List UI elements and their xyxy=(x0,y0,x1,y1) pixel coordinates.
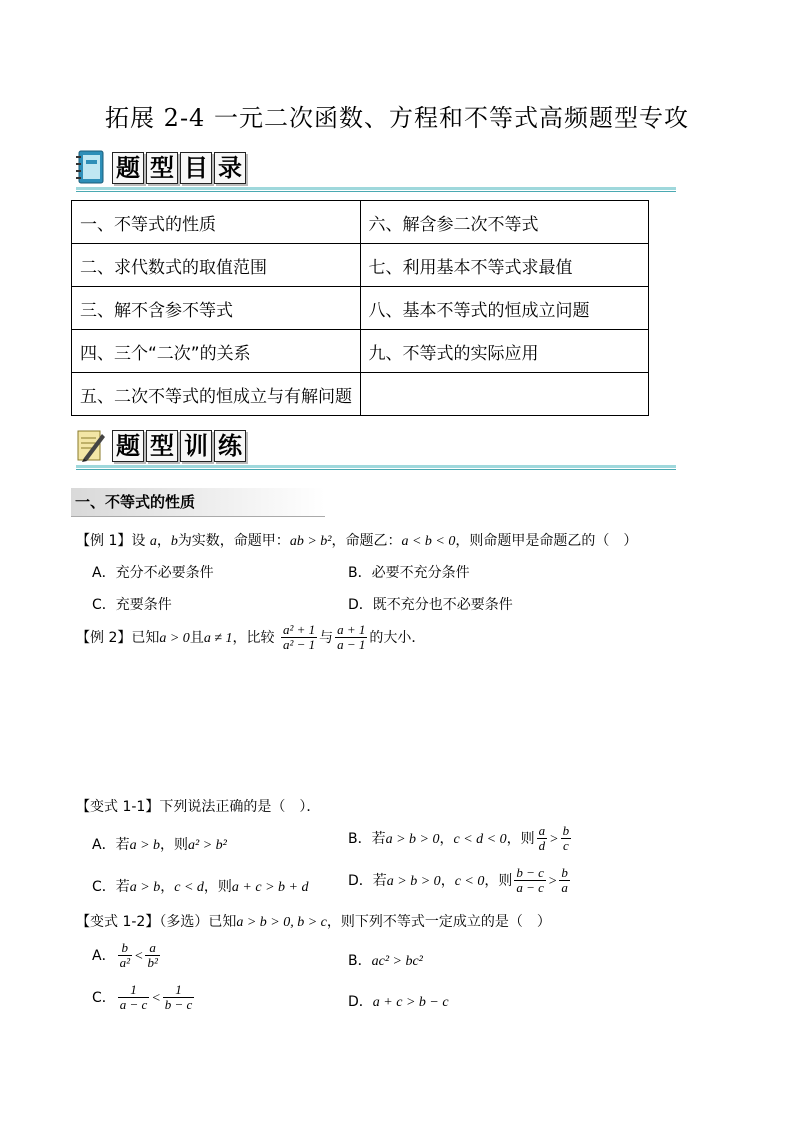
example-2-stem xyxy=(76,623,425,653)
example-1-stem xyxy=(76,530,637,550)
training-section-header xyxy=(76,428,676,470)
header-char: 型 xyxy=(146,152,178,184)
header-char: 训 xyxy=(180,430,212,462)
toc-item[interactable]: 四、三个“二次”的关系 xyxy=(72,330,361,373)
category-heading: 一、不等式的性质 xyxy=(71,488,325,517)
option-b[interactable]: B．ac² > bc² xyxy=(348,953,423,969)
variation-tag: 【变式 1-2】 xyxy=(76,914,160,930)
toc-table xyxy=(71,200,649,416)
table-row xyxy=(72,201,649,244)
variation-1-2-stem xyxy=(76,911,551,931)
option-b[interactable]: B．必要不充分条件 xyxy=(348,565,470,581)
pencil-note-icon xyxy=(76,428,106,462)
text: ，则下列不等式一定成立的是（ ） xyxy=(326,914,551,930)
math: b xyxy=(170,534,178,549)
variation-tag: 【变式 1-1】 xyxy=(76,799,160,815)
header-char: 题 xyxy=(112,152,144,184)
table-row xyxy=(72,287,649,330)
toc-item[interactable]: 一、不等式的性质 xyxy=(72,201,361,244)
math: a ≠ 1 xyxy=(203,630,233,646)
text: 的大小． xyxy=(369,629,426,646)
fraction: $\frac{\text{a² + 1}}{\text{a² − 1}}$ xyxy=(282,622,316,653)
text: ， xyxy=(156,533,171,549)
text: ，命题乙： xyxy=(331,533,402,549)
toc-item[interactable]: 七、利用基本不等式求最值 xyxy=(360,244,649,287)
toc-item[interactable]: 五、二次不等式的恒成立与有解问题 xyxy=(72,373,361,416)
text: 为实数，命题甲： xyxy=(177,533,290,549)
math: a > b > 0, b > c xyxy=(236,915,327,930)
toc-item[interactable]: 九、不等式的实际应用 xyxy=(360,330,649,373)
option-b[interactable]: B．若a > b > 0，c < d < 0，则 $\frac{a}{d}$ > $\frac{b}{c}$ xyxy=(348,823,570,854)
text: ，则命题甲是命题乙的（ ） xyxy=(455,533,638,549)
toc-item-empty xyxy=(360,373,649,416)
math: a < b < 0 xyxy=(401,534,456,549)
table-row xyxy=(72,330,649,373)
math: a xyxy=(149,534,157,549)
text: ，比较 xyxy=(232,629,275,646)
toc-item[interactable]: 二、求代数式的取值范围 xyxy=(72,244,361,287)
table-row xyxy=(72,244,649,287)
toc-item[interactable]: 三、解不含参不等式 xyxy=(72,287,361,330)
toc-section-header xyxy=(76,150,676,192)
text: 且 xyxy=(189,629,204,646)
divider xyxy=(76,191,676,192)
text: 设 xyxy=(131,533,146,549)
text: （多选）已知 xyxy=(159,914,237,930)
math: ab > b² xyxy=(289,534,332,549)
divider xyxy=(76,187,676,190)
option-d[interactable]: D．既不充分也不必要条件 xyxy=(348,597,513,613)
math: a > 0 xyxy=(159,630,190,646)
header-char: 目 xyxy=(180,152,212,184)
option-d[interactable]: D．a + c > b − c xyxy=(348,994,449,1010)
toc-item[interactable]: 六、解含参二次不等式 xyxy=(360,201,649,244)
example-tag: 【例 2】 xyxy=(76,629,132,646)
header-char: 录 xyxy=(214,152,246,184)
text: 下列说法正确的是（ ）． xyxy=(159,799,321,815)
table-row xyxy=(72,373,649,416)
option-c[interactable]: C．充要条件 xyxy=(92,597,172,613)
header-char: 练 xyxy=(214,430,246,462)
option-c[interactable]: C．若a > b，c < d，则a + c > b + d xyxy=(92,879,309,895)
variation-1-1-stem xyxy=(76,796,320,816)
option-a[interactable]: A． $\frac{b}{\text{a²}}$ < $\frac{a}{\text{b²}}$ xyxy=(92,940,158,971)
divider xyxy=(76,465,676,468)
text: 与 xyxy=(319,629,334,646)
toc-item[interactable]: 八、基本不等式的恒成立问题 xyxy=(360,287,649,330)
text: 已知 xyxy=(131,629,160,646)
page-title: 拓展 2-4 一元二次函数、方程和不等式高频题型专攻 xyxy=(105,104,689,132)
option-d[interactable]: D．若a > b > 0，c < 0，则 $\frac{b - c}{a - c}$ > $\frac{b}{a}$ xyxy=(348,865,568,896)
option-a[interactable]: A．若a > b，则a² > b² xyxy=(92,837,227,853)
header-char: 题 xyxy=(112,430,144,462)
notebook-icon xyxy=(76,150,106,184)
option-c[interactable]: C． $\frac{1}{a - c}$ < $\frac{1}{b - c}$ xyxy=(92,982,193,1013)
header-char: 型 xyxy=(146,430,178,462)
fraction: $\frac{a + 1}{a - 1}$ xyxy=(337,622,366,653)
example-tag: 【例 1】 xyxy=(76,533,132,549)
option-a[interactable]: A．充分不必要条件 xyxy=(92,565,214,581)
divider xyxy=(76,469,676,470)
